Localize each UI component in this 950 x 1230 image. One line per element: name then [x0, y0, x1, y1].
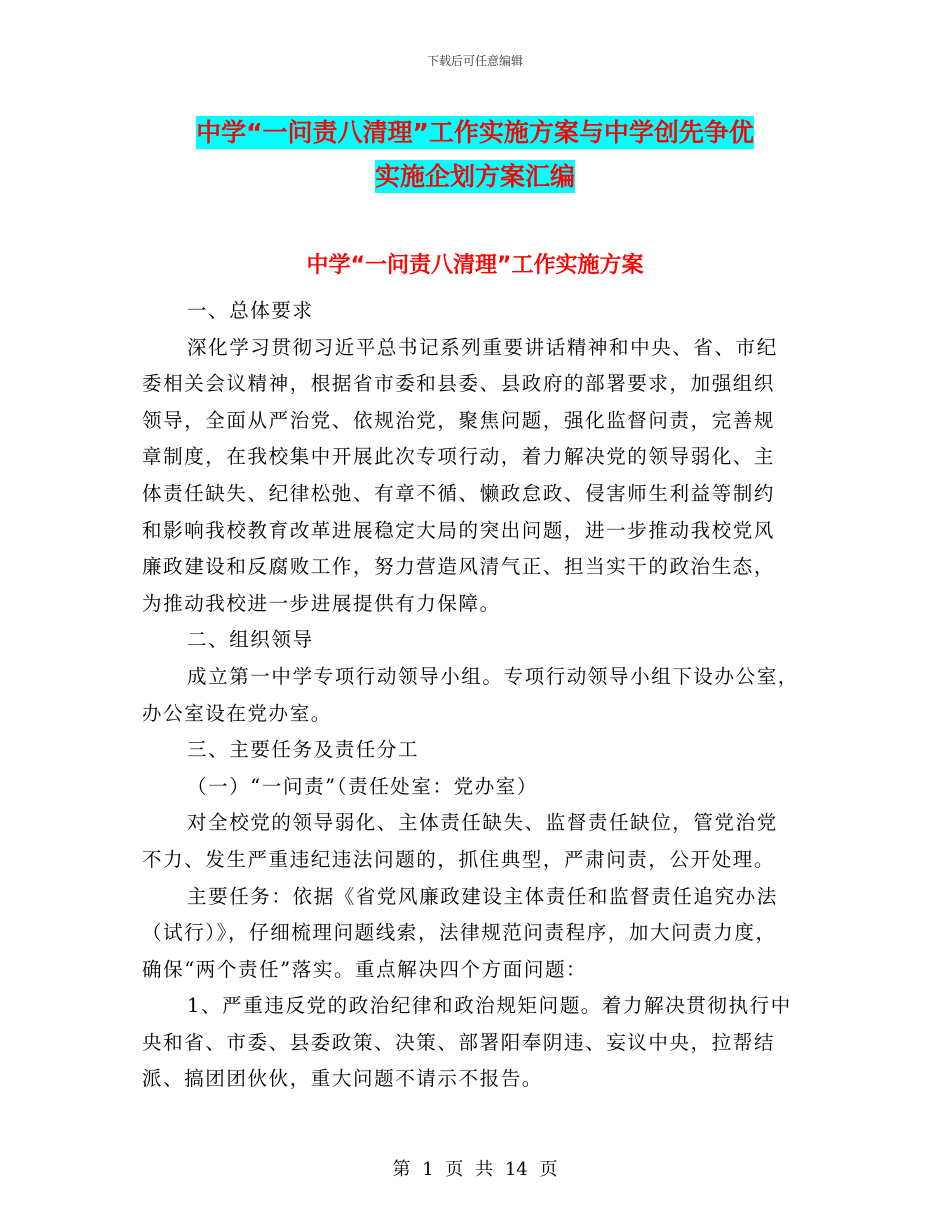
- page-footer: 第 1 页 共 14 页: [392, 1159, 558, 1180]
- body-line: 对全校党的领导弱化、主体责任缺失、监督责任缺位，管党治党: [187, 811, 778, 835]
- body-line: （一）“一问责”（责任处室：党办室）: [187, 774, 538, 798]
- body-line: 确保“两个责任”落实。重点解决四个方面问题：: [142, 957, 588, 981]
- body-line: 一、总体要求: [187, 299, 314, 322]
- body-line: 派、搞团团伙伙，重大问题不请示不报告。: [142, 1067, 543, 1091]
- body-line: 办公室设在党办室。: [142, 701, 332, 725]
- main-title-line-2: [0, 157, 950, 193]
- page-header: 下载后可任意编辑: [426, 54, 523, 68]
- body-line: 深化学习贯彻习近平总书记系列重要讲话精神和中央、省、市纪: [187, 335, 778, 359]
- body-line: 不力、发生严重违纪违法问题的，抓住典型，严肃问责，公开处理。: [142, 847, 776, 871]
- body-line: 章制度，在我校集中开展此次专项行动，着力解决党的领导弱化、主: [142, 445, 776, 469]
- main-title-line-2-text: 实施企划方案汇编: [374, 162, 575, 191]
- body-line: 成立第一中学专项行动领导小组。专项行动领导小组下设办公室，: [187, 664, 799, 688]
- section-title: 中学“一问责八清理”工作实施方案: [306, 253, 644, 278]
- body-line: （试行）》，仔细梳理问题线索，法律规范问责程序，加大问责力度，: [142, 921, 777, 945]
- body-line: 和影响我校教育改革进展稳定大局的突出问题，进一步推动我校党风: [142, 518, 776, 542]
- main-title-line-1-text: 中学“一问责八清理”工作实施方案与中学创先争优: [196, 118, 754, 147]
- body-line: 二、组织领导: [187, 628, 314, 652]
- body-line: 1、严重违反党的政治纪律和政治规矩问题。着力解决贯彻执行中: [187, 994, 792, 1018]
- body-line: 领导，全面从严治党、依规治党，聚焦问题，强化监督问责，完善规: [142, 408, 776, 432]
- body-line: 央和省、市委、县委政策、决策、部署阳奉阴违、妄议中央，拉帮结: [142, 1030, 776, 1054]
- document-body: [142, 293, 814, 1098]
- body-line: 为推动我校进一步进展提供有力保障。: [142, 591, 501, 615]
- body-line: 三、主要任务及责任分工: [187, 738, 420, 762]
- body-line: 委相关会议精神，根据省市委和县委、县政府的部署要求，加强组织: [142, 372, 776, 396]
- body-line: 廉政建设和反腐败工作，努力营造风清气正、担当实干的政治生态，: [142, 555, 776, 579]
- body-line: 体责任缺失、纪律松弛、有章不循、懒政怠政、侵害师生利益等制约: [142, 481, 776, 505]
- main-title-line-1: [0, 113, 950, 149]
- body-line: 主要任务：依据《省党风廉政建设主体责任和监督责任追究办法: [187, 884, 778, 908]
